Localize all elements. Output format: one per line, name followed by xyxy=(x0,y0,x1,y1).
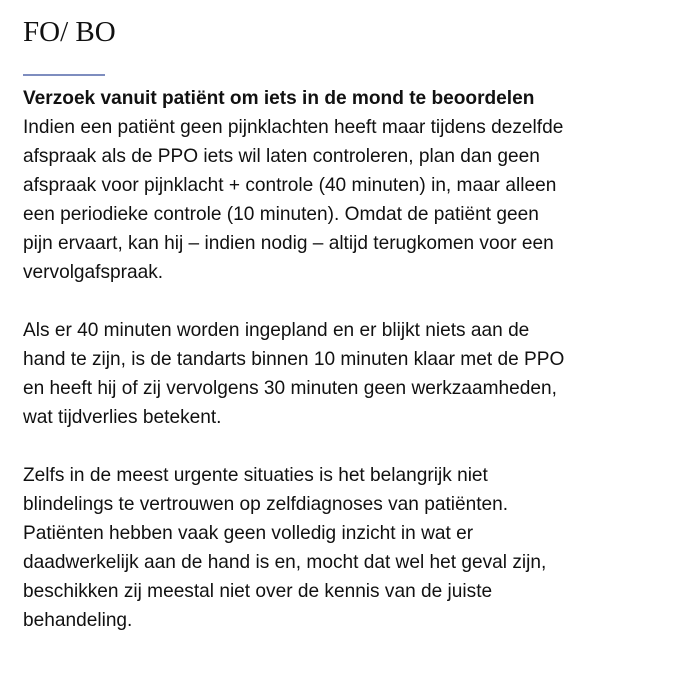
document-body xyxy=(23,84,673,635)
text-line: daadwerkelijk aan de hand is en, mocht dat wel het geval zijn, xyxy=(23,552,547,573)
paragraph-1 xyxy=(23,84,673,287)
paragraph-3 xyxy=(23,461,673,635)
text-line: blindelings te vertrouwen op zelfdiagnoses van patiënten. xyxy=(23,494,509,515)
text-line: wat tijdverlies betekent. xyxy=(23,407,222,428)
text-line: afspraak als de PPO iets wil laten controleren, plan dan geen xyxy=(23,146,540,167)
text-line: beschikken zij meestal niet over de kennis van de juiste xyxy=(23,581,493,602)
text-line: hand te zijn, is de tandarts binnen 10 minuten klaar met de PPO xyxy=(23,349,565,370)
text-line: Als er 40 minuten worden ingepland en er blijkt niets aan de xyxy=(23,320,530,341)
text-line: Zelfs in de meest urgente situaties is het belangrijk niet xyxy=(23,465,488,486)
paragraph-2 xyxy=(23,316,673,432)
text-line: pijn ervaart, kan hij – indien nodig – altijd terugkomen voor een xyxy=(23,233,554,254)
text-line: en heeft hij of zij vervolgens 30 minuten geen werkzaamheden, xyxy=(23,378,557,399)
title-underline xyxy=(23,74,105,76)
page-title: FO/ BO xyxy=(23,16,116,48)
text-line: behandeling. xyxy=(23,610,133,631)
text-line: afspraak voor pijnklacht + controle (40 minuten) in, maar alleen xyxy=(23,175,557,196)
section-heading: Verzoek vanuit patiënt om iets in de mond te beoordelen xyxy=(23,88,535,109)
text-line: Indien een patiënt geen pijnklachten heeft maar tijdens dezelfde xyxy=(23,117,564,138)
text-line: vervolgafspraak. xyxy=(23,262,164,283)
text-line: een periodieke controle (10 minuten). Omdat de patiënt geen xyxy=(23,204,539,225)
text-line: Patiënten hebben vaak geen volledig inzicht in wat er xyxy=(23,523,474,544)
